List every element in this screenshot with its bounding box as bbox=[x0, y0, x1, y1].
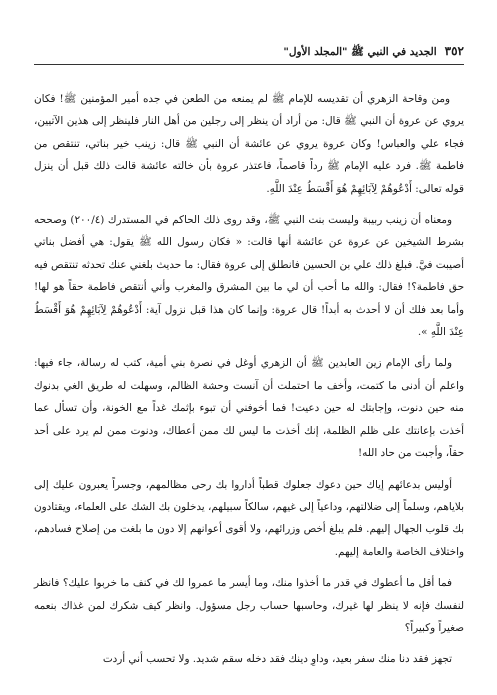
page-header bbox=[34, 44, 464, 61]
book-title: الجديد في النبي ﷺ "المجلد الأول" bbox=[283, 46, 437, 58]
page-number: ٣٥٢ bbox=[444, 44, 464, 58]
header-rule bbox=[34, 64, 464, 65]
paragraph-3: ولما رأى الإمام زين العابدين ﷺ أن الزهري أوغل في نصرة بني أمية، كتب له رسالة، جاء فيها: واعلم أن أدنى ما كتمت، وأخف ما احتملت أن آنست وحشة الظالم، وسهلت له طريق الغي بدنوك منه حين دنوت، وإجابتك له حين دعيت! فما أخوفني أن تبوء بإثمك غداً مع الخونة، وأن تسأل عما أخذت بإعانتك على ظلم الظلمة، إنك أخذت ما ليس لك ممن أعطاك، ودنوت ممن لم يرد على أحد حقاً، وأجبت من حاد الله! bbox=[34, 357, 464, 460]
paragraph-4: أوليس بدعائهم إياك حين دعوك جعلوك قطباً أداروا بك رحى مظالمهم، وجسراً يعبرون عليك إلى بلاياهم، وسلماً إلى ضلالتهم، وداعياً إلى غيهم، سالكاً سبيلهم، يدخلون بك الشك على العلماء، ويقتادون بك قلوب الجهال إليهم. فلم يبلغ أخص وزرائهم، ولا أقوى أعوانهم إلا دون ما بلغت من إصلاح فسادهم، واختلاف الخاصة والعامة إليهم. bbox=[34, 478, 464, 558]
paragraph-2: ومعناه أن زينب ربيبة وليست بنت النبي ﷺ، وقد روى ذلك الحاكم في المستدرك (٢٠٠/٤) وصححه بشرط الشيخين عن عروة عن عائشة أنها قالت: « فكان رسول الله ﷺ يقول: هي أفضل بناتي أصيبت فيَّ. فبلغ ذلك علي بن الحسين فانطلق إلى عروة فقال: ما حديث بلغني عنك تحدثه تنتقص فيه حق فاطمة؟! فقال: والله ما أحب أن لي ما بين المشرق والمغرب وأني أنتقص فاطمة حقاً هو لها! وأما بعد فلك أن لا أحدث به أبداً! قال عروة: وإنما كان هذا قبل نزول آية: أَدْعُوهُمْ لِآبَائِهِمْ هُوَ أَقْسَطُ عِنْدَ اللَّهِ ». bbox=[34, 214, 464, 339]
paragraph-1: ومن وقاحة الزهري أن تقديسه للإمام ﷺ لم يمنعه من الطعن في جده أمير المؤمنين ﷺ! فكان يروي عن عروة أن النبي ﷺ قال: من أراد أن ينظر إلى رجلين من أهل النار فلينظر إلى هذين الآتيين، فجاء علي والعباس! وكان عروة يروي عن عائشة أن النبي ﷺ قال: زينب خير بناتي، تنتقص من فاطمة ﷺ. فرد عليه الإمام ﷺ رداً قاصماً، فاعتذر عروة بأن خالته عائشة قالت ذلك قبل أن ينزل قوله تعالى: أَدْعُوهُمْ لِآبَائِهِمْ هُوَ أَقْسَطُ عِنْدَ اللَّهِ. bbox=[34, 93, 464, 195]
paragraph-5: فما أقل ما أعطوك في قدر ما أخذوا منك، وما أيسر ما عمروا لك في كنف ما خربوا عليك؟ فانظر لنفسك فإنه لا ينظر لها غيرك، وحاسبها حساب رجل مسؤول. وانظر كيف شكرك لمن غذاك بنعمه صغيراً وكبيراً؟ bbox=[34, 577, 464, 634]
running-head bbox=[283, 44, 464, 61]
page-body bbox=[34, 88, 464, 680]
paragraph-6: تجهز فقد دنا منك سفر بعيد، وداوِ دينك فقد دخله سقم شديد. ولا تحسب أني أردت bbox=[102, 653, 452, 666]
